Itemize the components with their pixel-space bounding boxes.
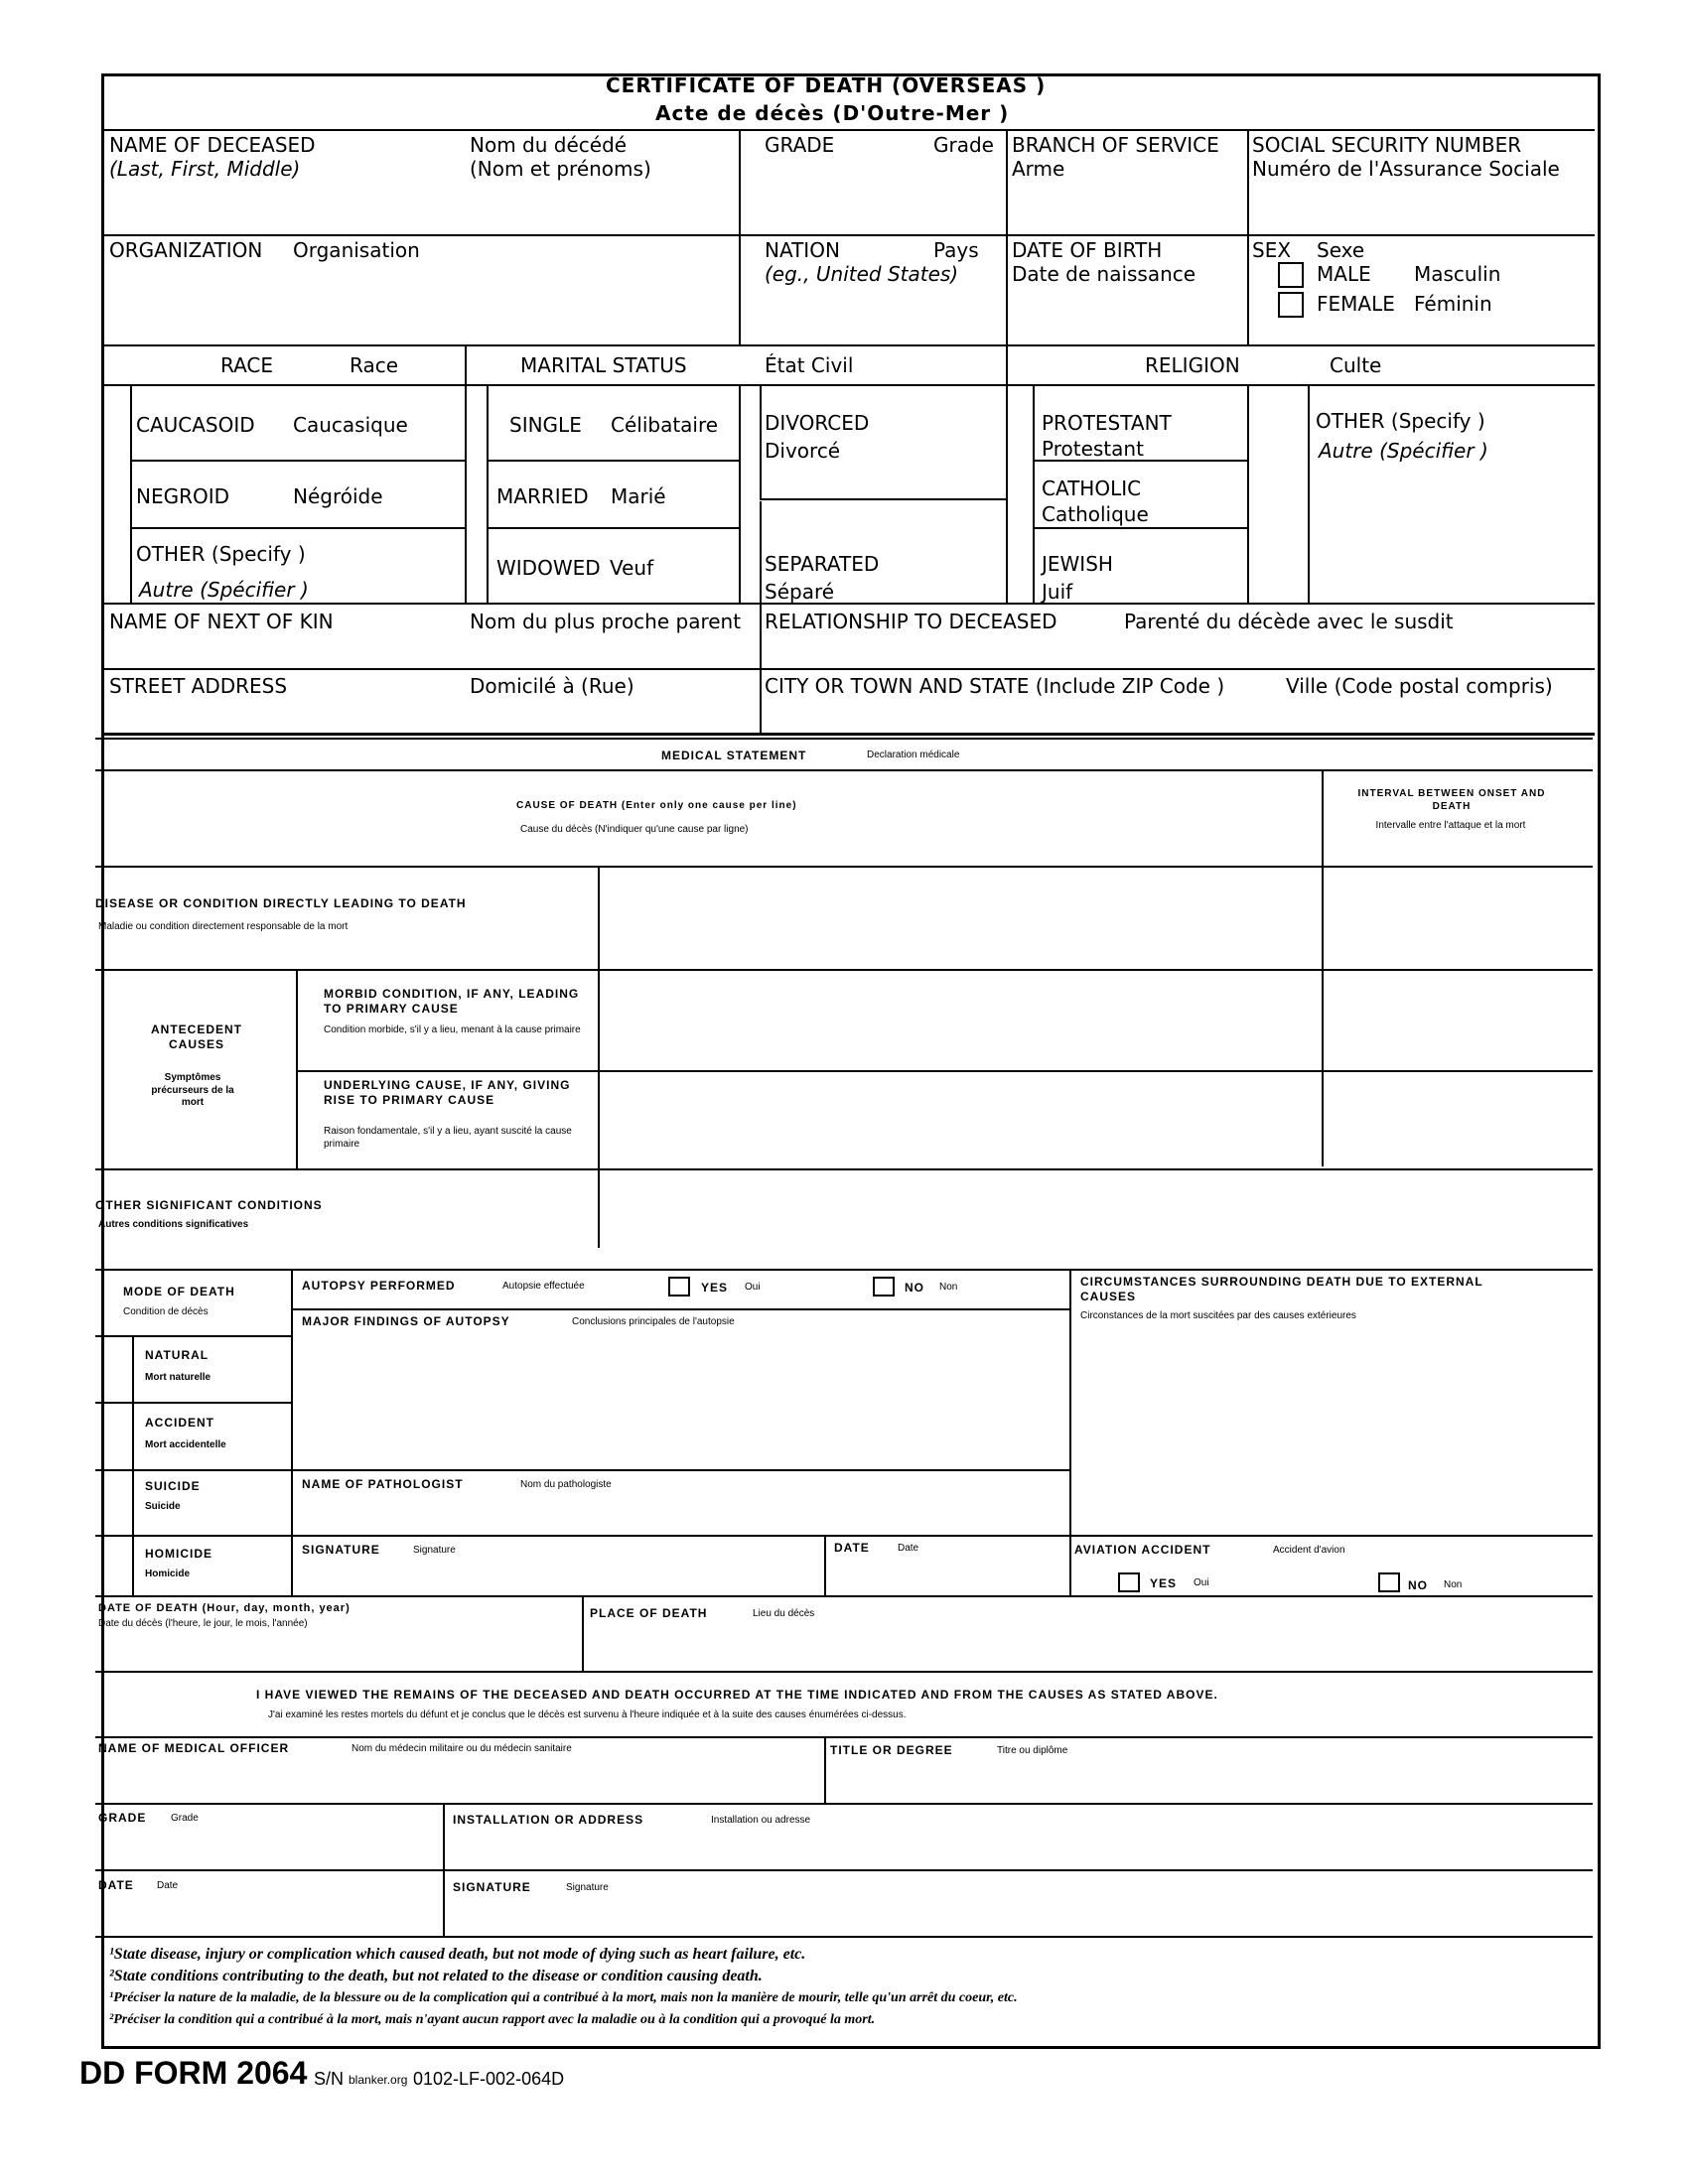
marital-separated-fr: Séparé	[765, 580, 835, 604]
religion-catholic-label: CATHOLIC	[1042, 477, 1142, 500]
certification-statement: I HAVE VIEWED THE REMAINS OF THE DECEASED AND DEATH OCCURRED AT THE TIME INDICATED AND FROM THE CAUSES AS STATED ABOVE.	[256, 1688, 1218, 1702]
morbid-interval-field[interactable]	[1326, 973, 1590, 1068]
disease-label: DISEASE OR CONDITION DIRECTLY LEADING TO DEATH	[95, 896, 467, 910]
male-label: MALE	[1317, 262, 1371, 286]
cause-of-death-label: CAUSE OF DEATH (Enter only one cause per line)	[516, 800, 797, 811]
installation-field[interactable]	[447, 1833, 1591, 1867]
name-of-deceased-field[interactable]	[105, 185, 737, 232]
place-of-death-fr: Lieu du décès	[753, 1608, 815, 1619]
mode-homicide-label: HOMICIDE	[145, 1547, 212, 1561]
title-degree-label: TITLE OR DEGREE	[830, 1743, 953, 1757]
autopsy-signature-fr: Signature	[413, 1545, 456, 1556]
cert-grade-field[interactable]	[97, 1831, 441, 1867]
name-of-deceased-fr-sub: (Nom et prénoms)	[470, 157, 651, 181]
pathologist-fr: Nom du pathologiste	[520, 1479, 612, 1490]
cert-date-label: DATE	[98, 1878, 134, 1892]
autopsy-findings-label: MAJOR FINDINGS OF AUTOPSY	[302, 1314, 510, 1328]
street-address-fr: Domicilé à (Rue)	[470, 674, 634, 698]
sex-fr: Sexe	[1317, 238, 1365, 262]
ssn-fr: Numéro de l'Assurance Sociale	[1252, 157, 1560, 181]
autopsy-date-field[interactable]	[828, 1561, 1066, 1593]
organization-label: ORGANIZATION	[109, 238, 263, 262]
aviation-accident-fr: Accident d'avion	[1273, 1545, 1345, 1556]
mode-suicide-fr: Suicide	[145, 1501, 181, 1512]
marital-married-label: MARRIED	[496, 484, 589, 508]
race-caucasoid-label: CAUCASOID	[136, 413, 255, 437]
religion-protestant-label: PROTESTANT	[1042, 411, 1172, 435]
grade-fr: Grade	[933, 133, 994, 157]
other-significant-field[interactable]	[602, 1172, 1590, 1267]
religion-other-fr: Autre (Spécifier )	[1319, 439, 1488, 463]
female-label: FEMALE	[1317, 292, 1395, 316]
mode-of-death-fr: Condition de décès	[123, 1306, 209, 1317]
morbid-condition-field[interactable]	[602, 973, 1319, 1068]
dob-fr: Date de naissance	[1012, 262, 1196, 286]
marital-divorced-checkbox[interactable]	[741, 387, 759, 498]
cause-of-death-fr: Cause du décès (N'indiquer qu'une cause par ligne)	[520, 824, 749, 835]
cert-grade-fr: Grade	[171, 1813, 199, 1824]
medical-statement-fr: Declaration médicale	[867, 750, 960, 760]
other-significant-label: OTHER SIGNIFICANT CONDITIONS	[95, 1198, 323, 1212]
morbid-condition-label: MORBID CONDITION, IF ANY, LEADING TO PRIMARY CAUSE	[324, 987, 580, 1016]
religion-protestant-checkbox[interactable]	[1008, 387, 1032, 459]
mode-accident-checkbox[interactable]	[97, 1405, 131, 1467]
footnote-2: ²State conditions contributing to the death, but not related to the disease or condition causing death.	[109, 1968, 763, 1984]
cert-date-field[interactable]	[97, 1896, 441, 1934]
marital-separated-label: SEPARATED	[765, 552, 880, 576]
autopsy-signature-field[interactable]	[295, 1561, 821, 1593]
mode-homicide-fr: Homicide	[145, 1569, 191, 1579]
medical-officer-fr: Nom du médecin militaire ou du médecin sanitaire	[352, 1743, 572, 1754]
cert-signature-label: SIGNATURE	[453, 1880, 531, 1894]
male-fr: Masculin	[1414, 262, 1501, 286]
place-of-death-label: PLACE OF DEATH	[590, 1606, 708, 1620]
footnote-1: ¹State disease, injury or complication which caused death, but not mode of dying such as heart failure, etc.	[109, 1946, 806, 1963]
autopsy-no-checkbox[interactable]	[873, 1277, 895, 1297]
female-checkbox[interactable]	[1278, 292, 1304, 318]
footnote-3: ¹Préciser la nature de la maladie, de la blessure ou de la complication qui a contribué à la mort, mais non la manière de mourir, telle qu'un arrêt du coeur, etc.	[109, 1990, 1018, 2005]
date-of-death-field[interactable]	[97, 1636, 580, 1669]
title-degree-fr: Titre ou diplôme	[997, 1745, 1068, 1756]
marital-widowed-fr: Veuf	[610, 556, 654, 580]
grade-label: GRADE	[765, 133, 835, 157]
mode-accident-fr: Mort accidentelle	[145, 1439, 226, 1450]
dob-label: DATE OF BIRTH	[1012, 238, 1163, 262]
name-of-deceased-sub: (Last, First, Middle)	[109, 157, 301, 181]
form-title-fr: Acte de décès (D'Outre-Mer )	[655, 101, 1010, 125]
interval-fr: Intervalle entre l'attaque et la mort	[1375, 820, 1526, 831]
street-address-field[interactable]	[105, 700, 757, 732]
religion-catholic-fr: Catholique	[1042, 502, 1149, 526]
date-of-death-label: DATE OF DEATH (Hour, day, month, year)	[98, 1602, 351, 1614]
marital-header: MARITAL STATUS	[520, 353, 687, 377]
antecedent-fr: Symptômes précurseurs de la mort	[151, 1072, 234, 1108]
disease-interval-field[interactable]	[1326, 870, 1590, 967]
pathologist-label: NAME OF PATHOLOGIST	[302, 1477, 464, 1491]
race-negroid-fr: Négróide	[293, 484, 383, 508]
footnote-4: ²Préciser la condition qui a contribué à la mort, mais n'ayant aucun rapport avec la maladie ou à la condition qui a provoqué la mort.	[109, 2012, 876, 2027]
sex-label: SEX	[1252, 238, 1292, 262]
installation-label: INSTALLATION OR ADDRESS	[453, 1813, 644, 1827]
cert-grade-label: GRADE	[98, 1811, 147, 1825]
autopsy-signature-label: SIGNATURE	[302, 1543, 380, 1557]
date-of-death-fr: Date du décès (l'heure, le jour, le mois, l'année)	[98, 1618, 308, 1629]
form-title: CERTIFICATE OF DEATH (OVERSEAS )	[606, 73, 1047, 97]
grade-field[interactable]	[743, 159, 1003, 232]
circumstances-field[interactable]	[1074, 1330, 1591, 1533]
mode-homicide-checkbox[interactable]	[97, 1538, 131, 1593]
branch-label: BRANCH OF SERVICE	[1012, 133, 1219, 157]
marital-married-fr: Marié	[611, 484, 666, 508]
ssn-label: SOCIAL SECURITY NUMBER	[1252, 133, 1522, 157]
marital-single-checkbox[interactable]	[467, 387, 486, 459]
cert-signature-field[interactable]	[447, 1898, 1591, 1934]
medical-officer-field[interactable]	[97, 1761, 822, 1801]
race-other-fr: Autre (Spécifier )	[139, 578, 309, 602]
aviation-yes-fr: Oui	[1194, 1577, 1209, 1588]
street-address-label: STREET ADDRESS	[109, 674, 288, 698]
disease-field[interactable]	[602, 870, 1319, 967]
medical-officer-label: NAME OF MEDICAL OFFICER	[98, 1741, 290, 1755]
title-degree-field[interactable]	[828, 1763, 1591, 1801]
religion-other-checkbox[interactable]	[1250, 387, 1306, 602]
nation-fr: Pays	[933, 238, 979, 262]
race-other-label: OTHER (Specify )	[136, 542, 306, 566]
marital-header-fr: État Civil	[765, 353, 854, 377]
autopsy-performed-label: AUTOPSY PERFORMED	[302, 1279, 456, 1293]
marital-widowed-label: WIDOWED	[496, 556, 601, 580]
religion-protestant-fr: Protestant	[1042, 437, 1144, 461]
race-other-checkbox[interactable]	[105, 530, 129, 602]
certification-statement-fr: J'ai examiné les restes mortels du défunt et je conclus que le décès est survenu à l'heure indiquée et à la suite des causes énumérées ci-dessus.	[268, 1709, 907, 1720]
circumstances-label: CIRCUMSTANCES SURROUNDING DEATH DUE TO EXTERNAL CAUSES	[1080, 1275, 1483, 1303]
race-caucasoid-fr: Caucasique	[293, 413, 408, 437]
mode-natural-checkbox[interactable]	[97, 1338, 131, 1400]
autopsy-yes-checkbox[interactable]	[668, 1277, 690, 1297]
race-header: RACE	[220, 353, 274, 377]
autopsy-no-label: NO	[905, 1281, 924, 1295]
aviation-no-fr: Non	[1444, 1579, 1463, 1590]
male-checkbox[interactable]	[1278, 262, 1304, 288]
autopsy-findings-field[interactable]	[295, 1334, 1066, 1467]
aviation-no-checkbox[interactable]	[1378, 1572, 1400, 1592]
autopsy-findings-fr: Conclusions principales de l'autopsie	[572, 1316, 735, 1327]
marital-separated-checkbox[interactable]	[741, 502, 759, 602]
mode-suicide-label: SUICIDE	[145, 1479, 201, 1493]
underlying-cause-field[interactable]	[602, 1074, 1319, 1166]
mode-of-death-header: MODE OF DEATH	[123, 1285, 235, 1298]
underlying-cause-label: UNDERLYING CAUSE, IF ANY, GIVING RISE TO PRIMARY CAUSE	[324, 1078, 571, 1107]
aviation-accident-label: AVIATION ACCIDENT	[1074, 1543, 1211, 1557]
nation-field[interactable]	[743, 288, 1003, 341]
next-of-kin-field[interactable]	[105, 635, 757, 667]
organization-field[interactable]	[105, 264, 737, 341]
medical-statement-header: MEDICAL STATEMENT	[661, 749, 807, 762]
relationship-fr: Parenté du décède avec le susdit	[1124, 610, 1454, 633]
marital-single-fr: Célibataire	[611, 413, 719, 437]
ssn-field[interactable]	[1251, 183, 1591, 232]
mode-suicide-checkbox[interactable]	[97, 1472, 131, 1533]
nation-label: NATION	[765, 238, 840, 262]
autopsy-yes-fr: Oui	[745, 1282, 761, 1293]
autopsy-yes-label: YES	[701, 1281, 729, 1295]
name-of-deceased-fr: Nom du décédé	[470, 133, 628, 157]
other-significant-fr: Autres conditions significatives	[98, 1219, 249, 1230]
race-header-fr: Race	[350, 353, 399, 377]
marital-married-checkbox[interactable]	[467, 463, 486, 526]
organization-fr: Organisation	[293, 238, 420, 262]
branch-field[interactable]	[1010, 183, 1244, 232]
religion-header-fr: Culte	[1330, 353, 1382, 377]
mode-natural-fr: Mort naturelle	[145, 1372, 211, 1383]
form-code: 0102-LF-002-064D	[413, 2069, 565, 2089]
relationship-label: RELATIONSHIP TO DECEASED	[765, 610, 1057, 633]
form-sn: S/N	[314, 2069, 345, 2089]
religion-jewish-fr: Juif	[1042, 580, 1073, 604]
morbid-condition-fr: Condition morbide, s'il y a lieu, menant à la cause primaire	[324, 1024, 581, 1035]
cert-signature-fr: Signature	[566, 1882, 609, 1893]
disease-fr: Maladie ou condition directement responsable de la mort	[98, 921, 349, 932]
religion-jewish-checkbox[interactable]	[1008, 530, 1032, 602]
interval-label: INTERVAL BETWEEN ONSET AND DEATH	[1357, 788, 1546, 812]
religion-other-label: OTHER (Specify )	[1316, 409, 1485, 433]
autopsy-no-fr: Non	[939, 1282, 958, 1293]
dob-field[interactable]	[1010, 288, 1244, 341]
marital-divorced-fr: Divorcé	[765, 439, 841, 463]
circumstances-fr: Circonstances de la mort suscitées par des causes extérieures	[1080, 1310, 1356, 1321]
underlying-interval-field[interactable]	[1326, 1074, 1590, 1166]
autopsy-performed-fr: Autopsie effectuée	[502, 1281, 585, 1292]
aviation-yes-label: YES	[1150, 1576, 1178, 1590]
antecedent-label: ANTECEDENT CAUSES	[150, 1023, 242, 1051]
city-state-label: CITY OR TOWN AND STATE (Include ZIP Code )	[765, 674, 1225, 698]
next-of-kin-label: NAME OF NEXT OF KIN	[109, 610, 334, 633]
religion-header: RELIGION	[1145, 353, 1240, 377]
religion-catholic-checkbox[interactable]	[1008, 463, 1032, 526]
next-of-kin-fr: Nom du plus proche parent	[470, 610, 742, 633]
marital-divorced-label: DIVORCED	[765, 411, 870, 435]
aviation-yes-checkbox[interactable]	[1118, 1572, 1140, 1592]
form-source: blanker.org	[349, 2073, 408, 2087]
mode-accident-label: ACCIDENT	[145, 1416, 214, 1430]
race-caucasoid-checkbox[interactable]	[105, 387, 129, 459]
autopsy-date-label: DATE	[834, 1541, 870, 1555]
city-state-fr: Ville (Code postal compris)	[1286, 674, 1553, 698]
pathologist-field[interactable]	[295, 1495, 1066, 1533]
relationship-field[interactable]	[764, 635, 1591, 667]
marital-single-label: SINGLE	[509, 413, 582, 437]
installation-fr: Installation ou adresse	[711, 1815, 811, 1826]
branch-fr: Arme	[1012, 157, 1065, 181]
female-fr: Féminin	[1414, 292, 1492, 316]
city-state-field[interactable]	[764, 700, 1591, 732]
marital-widowed-checkbox[interactable]	[467, 530, 486, 602]
religion-jewish-label: JEWISH	[1042, 552, 1113, 576]
aviation-no-label: NO	[1408, 1578, 1428, 1592]
mode-natural-label: NATURAL	[145, 1348, 210, 1362]
place-of-death-field[interactable]	[586, 1628, 1591, 1669]
cert-date-fr: Date	[157, 1880, 179, 1891]
race-negroid-checkbox[interactable]	[105, 463, 129, 526]
nation-sub: (eg., United States)	[765, 262, 959, 286]
autopsy-date-fr: Date	[898, 1543, 919, 1554]
underlying-cause-fr: Raison fondamentale, s'il y a lieu, ayant suscité la cause primaire	[324, 1126, 572, 1150]
form-number: DD FORM 2064	[79, 2055, 308, 2091]
race-negroid-label: NEGROID	[136, 484, 230, 508]
name-of-deceased-label: NAME OF DECEASED	[109, 133, 316, 157]
